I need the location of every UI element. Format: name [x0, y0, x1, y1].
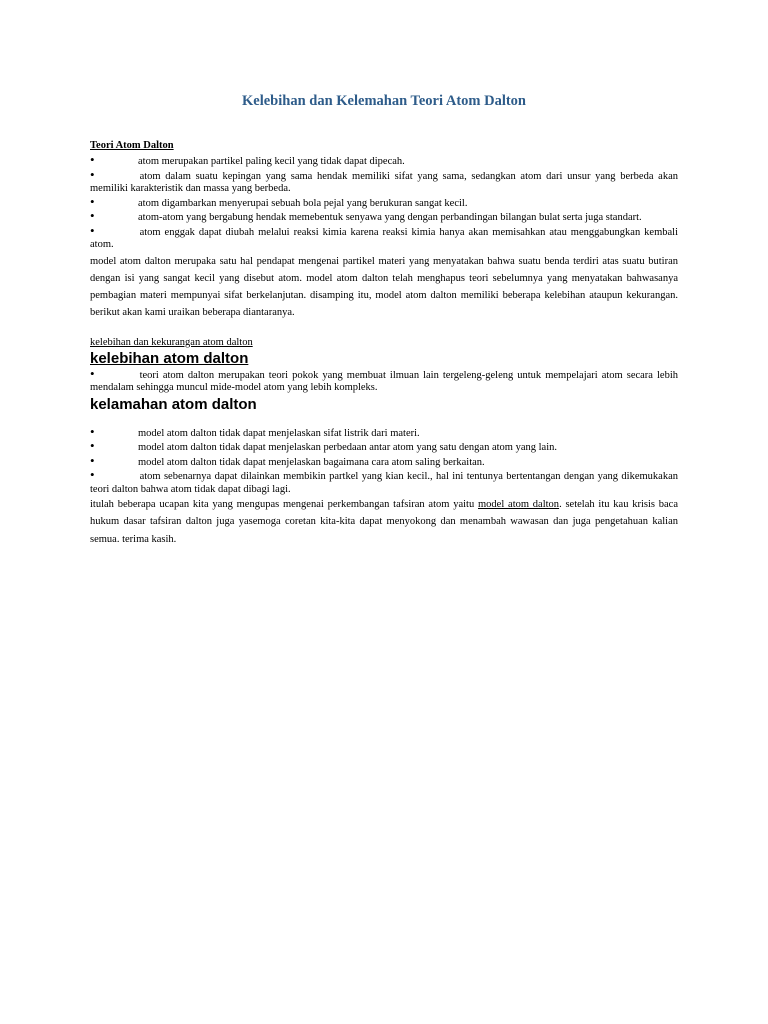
bullet-text: atom-atom yang bergabung hendak memebentuk senyawa yang dengan perbandingan bilangan bulat serta juga standart. — [138, 212, 642, 223]
bullet-icon — [90, 370, 95, 381]
bullet-text: teori atom dalton merupakan teori pokok yang membuat ilmuan lain tergeleng-geleng untuk mempelajari atom secara lebih mendalam sehingga muncul mide-model atom yang lebih kompleks. — [90, 369, 678, 394]
section-subheading: kelebihan dan kekurangan atom dalton — [90, 336, 253, 348]
section-heading-teori: Teori Atom Dalton — [90, 140, 174, 151]
bullet-item — [90, 210, 678, 225]
bullet-text: atom merupakan partikel paling kecil yang tidak dapat dipecah. — [138, 156, 405, 167]
bullet-text: atom dalam suatu kepingan yang sama hendak memiliki sifat yang sama, sedangkan atom dari unsur yang berbeda akan memiliki karakteristik dan massa yang berbeda. — [90, 170, 678, 194]
bullet-text: model atom dalton tidak dapat menjelaskan perbedaan antar atom yang satu dengan atom yang lain. — [138, 442, 557, 454]
bullet-item — [90, 225, 678, 252]
closing-text-start: itulah beberapa ucapan kita yang mengupas mengenai perkembangan tafsiran atom yaitu — [90, 499, 478, 511]
bullet-icon — [90, 171, 95, 182]
bullet-item — [90, 469, 678, 496]
heading-kelemahan: kelamahan atom dalton — [90, 395, 257, 413]
document-body — [90, 139, 678, 548]
closing-paragraph — [90, 496, 678, 548]
bullet-text: atom enggak dapat diubah melalui reaksi kimia karena reaksi kimia hanya akan memisahkan atau menggabungkan kembali atom. — [90, 226, 678, 250]
bullet-item — [90, 455, 678, 470]
bullet-item — [90, 169, 678, 196]
bullet-icon — [90, 227, 95, 238]
closing-text-end: . setelah itu kau krisis baca hukum dasar tafsiran dalton juga yasemoga coretan kita-kita dapat menyokong dan menambah wawasan dan juga pengetahuan kalian semua. terima kasih. — [90, 499, 678, 545]
bullet-item — [90, 196, 678, 211]
model-atom-dalton-link[interactable]: model atom dalton — [478, 499, 560, 511]
bullet-item — [90, 368, 678, 395]
bullet-text: model atom dalton tidak dapat menjelaskan sifat listrik dari materi. — [138, 427, 420, 439]
bullet-item — [90, 440, 678, 455]
bullet-item — [90, 154, 678, 169]
bullet-item — [90, 426, 678, 441]
bullet-text: model atom dalton tidak dapat menjelaskan bagaimana cara atom saling berkaitan. — [138, 456, 485, 468]
bullet-text: atom digambarkan menyerupai sebuah bola pejal yang berukuran sangat kecil. — [138, 197, 468, 209]
document-title: Kelebihan dan Kelemahan Teori Atom Dalton — [242, 93, 526, 109]
intro-paragraph: model atom dalton merupaka satu hal pendapat mengenai partikel materi yang menyatakan bahwa suatu benda terdiri atas suatu butiran dengan isi yang sangat kecil yang disebut atom. model atom dalton telah menghapus teori sebelumnya yang menyatakan bahwasanya pembagian materi mempunyai sifat berkelanjutan. disamping itu, model atom dalton memiliki beberapa kelebihan ataupun kekurangan. berikut akan kami uraikan beberapa diantaranya. — [90, 255, 678, 319]
bullet-text: atom sebenarnya dapat dilainkan membikin partkel yang kian kecil., hal ini tentunya bertentangan dengan yang dikemukakan teori dalton bahwa atom tidak dapat dibagi lagi. — [90, 471, 678, 495]
bullet-icon — [90, 471, 95, 482]
heading-kelebihan: kelebihan atom dalton — [90, 349, 249, 367]
